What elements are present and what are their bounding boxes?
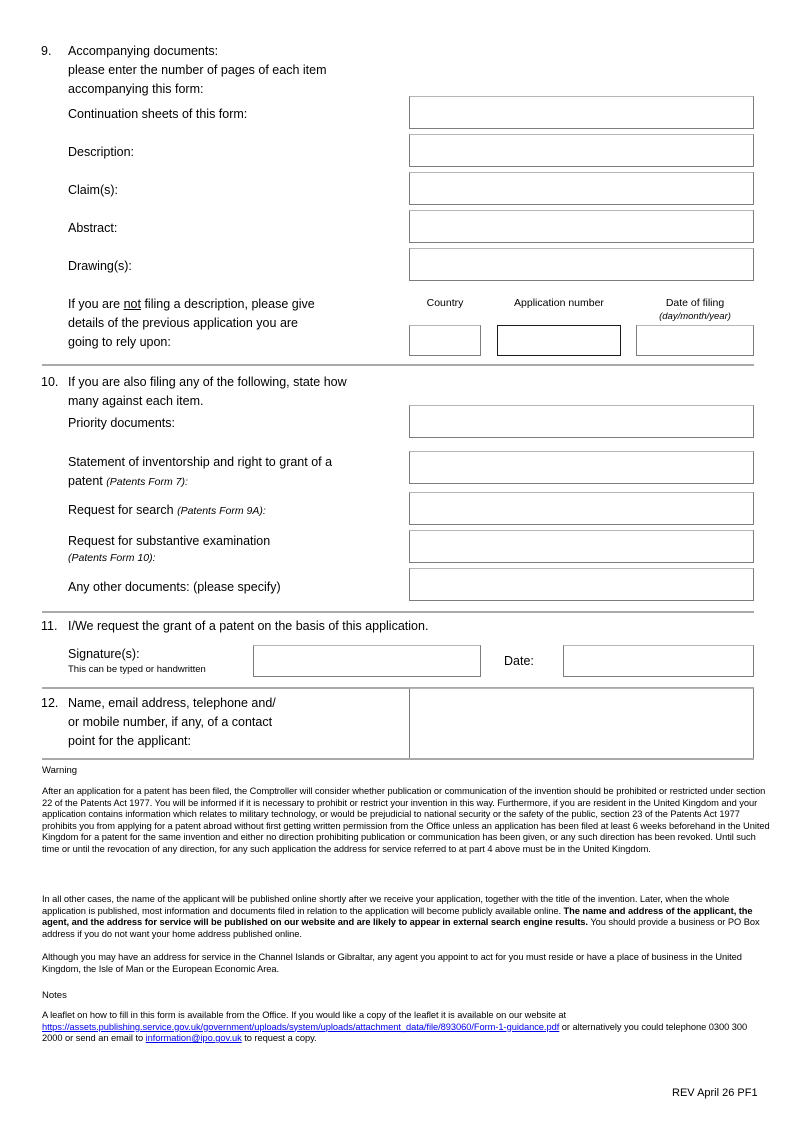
label-any-other-documents: Any other documents: (please specify) <box>68 580 281 594</box>
warning-p2-part-b: You should provide a business or PO Box address if you do not want your home address published online. <box>42 917 760 939</box>
warning-heading: Warning <box>42 765 78 776</box>
section-9-heading-line1: Accompanying documents: <box>68 44 219 58</box>
column-header-country: Country <box>426 297 464 309</box>
label-request-for-search <box>68 501 266 521</box>
label-examination-main: Request for substantive examination <box>68 534 271 548</box>
input-continuation-sheets[interactable] <box>409 96 754 129</box>
input-date-of-filing[interactable] <box>636 325 754 356</box>
divider-warning <box>42 758 754 760</box>
notes-text-b: or alternatively you could telephone 0300 300 2000 or send an email to <box>42 1021 748 1044</box>
previous-application-text <box>68 295 408 352</box>
column-header-date-of-filing <box>636 296 754 324</box>
label-statement-line1: Statement of inventorship and right to grant of a <box>68 455 333 469</box>
label-signature-note: This can be typed or handwritten <box>68 664 206 675</box>
prev-app-line3: going to rely upon: <box>68 335 171 349</box>
divider-section-10 <box>42 364 754 366</box>
warning-p2-part-a: In all other cases, the name of the applicant will be published online shortly after we receive your application, together with the title of the invention. Later, when the whole application is published, most information and documents filed in relation to the application will become publicly available online. <box>42 894 730 916</box>
information-email-link[interactable]: information@ipo.gov.uk <box>145 1033 242 1044</box>
divider-section-11 <box>42 611 754 613</box>
input-claims[interactable] <box>409 172 754 205</box>
label-priority-documents: Priority documents: <box>68 416 175 430</box>
label-search-form-ref: (Patents Form 9A): <box>177 505 266 517</box>
section-9-heading-line3: accompanying this form: <box>68 82 204 96</box>
section-10-heading-line1: If you are also filing any of the following, state how <box>68 375 347 389</box>
prev-app-not-emphasis: not <box>123 297 141 311</box>
notes-heading: Notes <box>42 990 67 1001</box>
label-drawings: Drawing(s): <box>68 259 132 273</box>
notes-text-c: to request a copy. <box>241 1033 317 1044</box>
column-header-date-main: Date of filing <box>665 297 725 309</box>
input-country[interactable] <box>409 325 481 356</box>
warning-paragraph-3: Although you may have an address for service in the Channel Islands or Gibraltar, any agent you appoint to act for you must reside or have a place of business in the United Kingdom, the Isle of Man or the European Economic Area. <box>42 952 742 974</box>
input-statement-of-inventorship[interactable] <box>409 451 754 484</box>
guidance-leaflet-link[interactable]: https://assets.publishing.service.gov.uk/government/uploads/system/uploads/attachment_data/file/893060/Form-1-guidance.pdf <box>42 1021 560 1032</box>
notes-paragraph-1 <box>42 1010 770 1045</box>
section-12-line3: point for the applicant: <box>68 734 191 748</box>
label-description: Description: <box>68 145 134 159</box>
section-12-heading <box>68 694 398 751</box>
input-any-other-documents[interactable] <box>409 568 754 601</box>
section-11-number: 11. <box>41 619 58 633</box>
section-11-heading: I/We request the grant of a patent on the basis of this application. <box>68 619 429 633</box>
section-9-heading <box>68 42 408 99</box>
section-9-number: 9. <box>41 44 52 58</box>
column-header-date-sub: (day/month/year) <box>659 311 731 322</box>
input-priority-documents[interactable] <box>409 405 754 438</box>
label-statement-of-inventorship <box>68 453 408 492</box>
label-examination-form-ref: (Patents Form 10): <box>68 552 156 564</box>
warning-paragraph-1: After an application for a patent has been filed, the Comptroller will consider whether publication or communication of the invention should be prohibited or restricted under section 22 of the Patents Act 1977. You will be informed if it is necessary to prohibit or restrict your invention in this way. Furthermore, if you are resident in the United Kingdom and your application contains information which relates to military technology, or would be prejudicial to national security or the safety of the public, section 23 of the Patents Act 1977 prohibits you from applying for a patent abroad without first getting written permission from the Office unless an application has been filed at least 6 weeks beforehand in the United Kingdom for a patent for the same invention and either no direction prohibiting publication or communication has been given, or any such direction has been revoked. Until such time or until the revocation of any direction, for any such application the address for service referred to at part 4 above must be in the United Kingdom. <box>42 786 770 854</box>
prev-app-line1-a: If you are <box>68 297 124 311</box>
input-contact-point[interactable] <box>409 688 754 760</box>
label-request-for-examination <box>68 533 408 566</box>
input-date[interactable] <box>563 645 754 677</box>
input-request-for-search[interactable] <box>409 492 754 525</box>
input-drawings[interactable] <box>409 248 754 281</box>
label-continuation-sheets: Continuation sheets of this form: <box>68 107 248 121</box>
column-header-application-number: Application number <box>514 297 604 309</box>
warning-paragraph-2 <box>42 894 770 940</box>
prev-app-line1-b: filing a description, please give <box>140 297 315 311</box>
label-statement-form-ref: (Patents Form 7): <box>106 476 188 488</box>
section-12-line1: Name, email address, telephone and/ <box>68 696 276 710</box>
input-application-number[interactable] <box>497 325 621 356</box>
label-search-main: Request for search <box>68 503 178 517</box>
section-10-number: 10. <box>41 375 59 389</box>
input-abstract[interactable] <box>409 210 754 243</box>
warning-p2-bold: The name and address of the applicant, the agent, and the address for service will be published on our website and are likely to appear in external search engine results. <box>42 905 753 928</box>
label-claims: Claim(s): <box>68 183 118 197</box>
label-abstract: Abstract: <box>68 221 118 235</box>
section-10-heading <box>68 373 408 411</box>
footer-revision: REV April 26 PF1 <box>672 1087 758 1099</box>
section-10-heading-line2: many against each item. <box>68 394 204 408</box>
section-12-number: 12. <box>41 696 59 710</box>
prev-app-line2: details of the previous application you are <box>68 316 299 330</box>
label-signatures: Signature(s): <box>68 647 140 661</box>
input-signature[interactable] <box>253 645 481 677</box>
notes-text-a: A leaflet on how to fill in this form is available from the Office. If you would like a copy of the leaflet it is available on our website at <box>42 1010 567 1020</box>
section-9-heading-line2: please enter the number of pages of each item <box>68 63 327 77</box>
label-statement-line2: patent <box>68 474 107 488</box>
input-request-for-examination[interactable] <box>409 530 754 563</box>
input-description[interactable] <box>409 134 754 167</box>
section-12-line2: or mobile number, if any, of a contact <box>68 715 273 729</box>
label-date: Date: <box>504 654 534 668</box>
